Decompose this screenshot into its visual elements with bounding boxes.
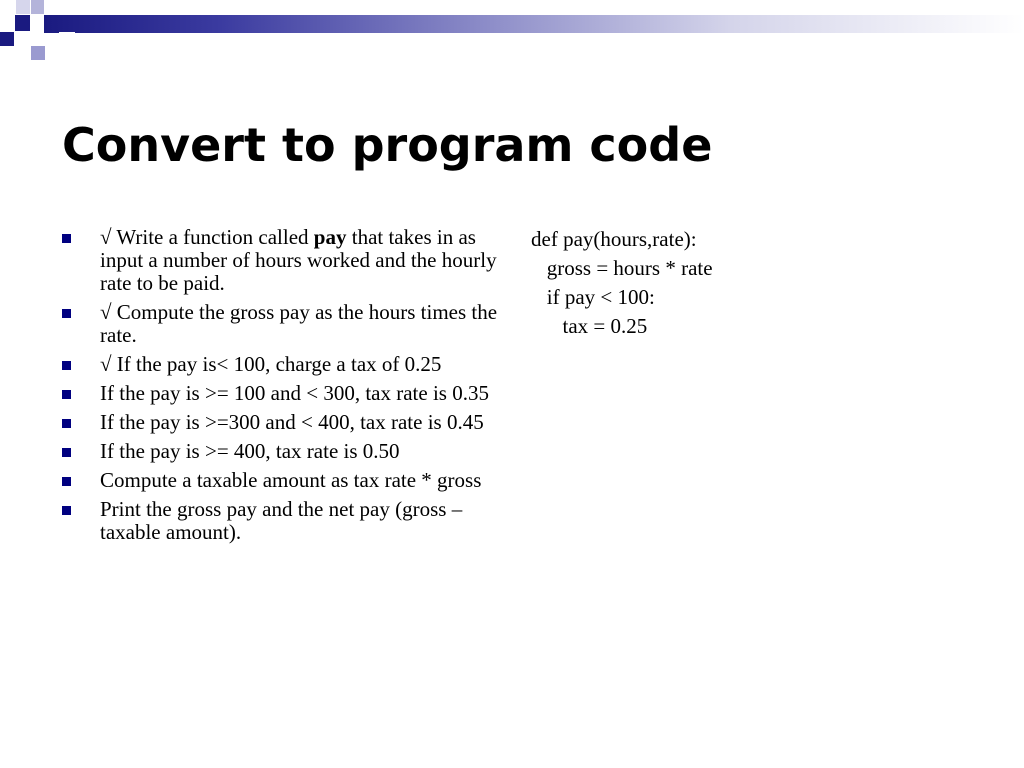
square-bullet-icon — [62, 448, 71, 457]
bullet-item — [62, 498, 502, 544]
bullet-item — [62, 411, 502, 434]
decor-square — [16, 31, 30, 45]
code-block — [531, 225, 713, 341]
code-line: if pay < 100: — [531, 285, 655, 309]
square-bullet-icon — [62, 506, 71, 515]
decor-square — [59, 32, 75, 46]
bullet-text: If the pay is >=300 and < 400, tax rate is 0.45 — [100, 410, 484, 434]
decor-square — [15, 15, 30, 31]
square-bullet-icon — [62, 477, 71, 486]
square-bullet-icon — [62, 234, 71, 243]
square-bullet-icon — [62, 309, 71, 318]
header-gradient-band — [44, 15, 1024, 33]
bullet-item — [62, 226, 502, 295]
decor-square — [31, 0, 44, 14]
bullet-text: If the pay is >= 100 and < 300, tax rate is 0.35 — [100, 381, 489, 405]
code-line: gross = hours * rate — [531, 256, 713, 280]
bullet-text: √ Compute the gross pay as the hours times the rate. — [100, 300, 498, 347]
decor-square — [0, 32, 14, 46]
square-bullet-icon — [62, 419, 71, 428]
decor-square — [16, 0, 30, 14]
bullet-item — [62, 353, 502, 376]
bullet-text: √ Write a function called pay that takes in as input a number of hours worked and the hourly rate to be paid. — [100, 225, 497, 295]
bullet-item — [62, 469, 502, 492]
bullet-text: If the pay is >= 400, tax rate is 0.50 — [100, 439, 400, 463]
code-line: def pay(hours,rate): — [531, 227, 697, 251]
bullet-text: √ If the pay is< 100, charge a tax of 0.25 — [100, 352, 442, 376]
bullet-item — [62, 440, 502, 463]
bullet-item — [62, 301, 502, 347]
bullet-text: Compute a taxable amount as tax rate * gross — [100, 468, 482, 492]
bullet-item — [62, 382, 502, 405]
decor-square — [0, 16, 14, 30]
bullet-text: Print the gross pay and the net pay (gross – taxable amount). — [100, 497, 463, 544]
square-bullet-icon — [62, 390, 71, 399]
decor-square — [31, 46, 45, 60]
slide-title: Convert to program code — [62, 118, 713, 172]
decor-square — [0, 0, 14, 14]
decor-square — [44, 0, 60, 14]
square-bullet-icon — [62, 361, 71, 370]
bullet-list — [62, 226, 502, 550]
code-line: tax = 0.25 — [531, 314, 648, 338]
